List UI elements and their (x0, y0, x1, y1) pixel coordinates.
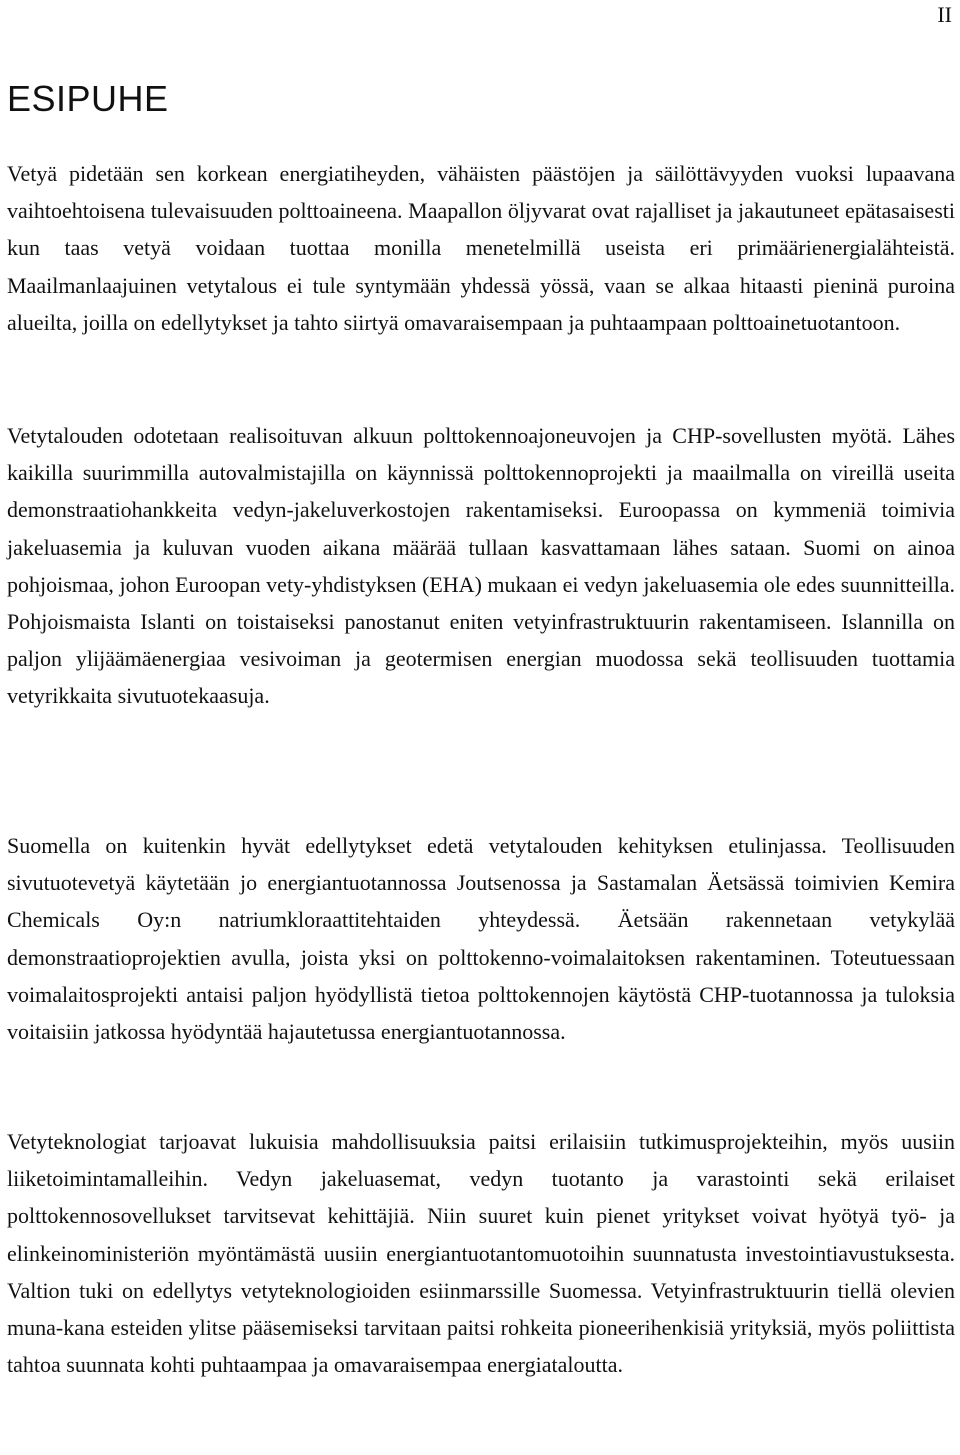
paragraph-finland: Suomella on kuitenkin hyvät edellytykset edetä vetytalouden kehityksen etulinjassa. Teollisuuden sivutuotevetyä käytetään jo energiantuotannossa Joutsenossa ja Sastamalan Äetsässä toimivien Kemira Chemicals Oy:n natriumkloraattitehtaiden yhteydessä. Äetsään rakennetaan vetykylää demonstraatioprojektien avulla, joista yksi on polttokenno-voimalaitoksen rakentaminen. Toteutuessaan voimalaitosprojekti antaisi paljon hyödyllistä tietoa polttokennojen käytöstä CHP-tuotannossa ja tuloksia voitaisiin jatkossa hyödyntää hajautetussa energiantuotannossa. (7, 833, 955, 1045)
paragraph-opportunities: Vetyteknologiat tarjoavat lukuisia mahdollisuuksia paitsi erilaisiin tutkimusprojekteihin, myös uusiin liiketoimintamalleihin. Vedyn jakeluasemat, vedyn tuotanto ja varastointi sekä erilaiset polttokennosovellukset tarvitsevat kehittäjiä. Niin suuret kuin pienet yritykset voivat hyötyä työ- ja elinkeinoministeriön myöntämästä uusiin energiantuotantomuotoihin suunnatusta investointiavustuksesta. Valtion tuki on edellytys vetyteknologioiden esiinmarssille Suomessa. Vetyinfrastruktuurin tiellä olevien muna-kana esteiden ylitse pääsemiseksi tarvitaan paitsi rohkeita pioneerihenkisiä yrityksiä, myös poliittista tahtoa suunnata kohti puhtaampaa ja omavaraisempaa energiataloutta. (7, 1129, 955, 1378)
paragraph-hydrogen-economy: Vetytalouden odotetaan realisoituvan alkuun polttokennoajoneuvojen ja CHP-sovellusten myötä. Lähes kaikilla suurimmilla autovalmistajilla on käynnissä polttokennoprojekti ja maailmalla on vireillä useita demonstraatiohankkeita vedyn-jakeluverkostojen rakentamiseksi. Euroopassa on kymmeniä toimivia jakeluasemia ja kuluvan vuoden aikana määrää tullaan kasvattamaan lähes sataan. Suomi on ainoa pohjoismaa, johon Euroopan vety-yhdistyksen (EHA) mukaan ei vedyn jakeluasemia ole edes suunnitteilla. Pohjoismaista Islanti on toistaiseksi panostanut eniten vetyinfrastruktuurin rakentamiseen. Islannilla on paljon ylijäämäenergiaa vesivoiman ja geotermisen energian muodossa sekä teollisuuden tuottamia vetyrikkaita sivutuotekaasuja. (7, 423, 955, 709)
section-heading: ESIPUHE (7, 78, 169, 119)
paragraph-intro: Vetyä pidetään sen korkean energiatiheyden, vähäisten päästöjen ja säilöttävyyden vuoksi lupaavana vaihtoehtoisena tulevaisuuden polttoaineena. Maapallon öljyvarat ovat rajalliset ja jakautuneet epätasaisesti kun taas vetyä voidaan tuottaa monilla menetelmillä useista eri primäärienergialähteistä. Maailmanlaajuinen vetytalous ei tule syntymään yhdessä yössä, vaan se alkaa hitaasti pieninä puroina alueilta, joilla on edellytykset ja tahto siirtyä omavaraisempaan ja puhtaampaan polttoainetuotantoon. (7, 161, 955, 335)
page-number: II (937, 2, 952, 27)
